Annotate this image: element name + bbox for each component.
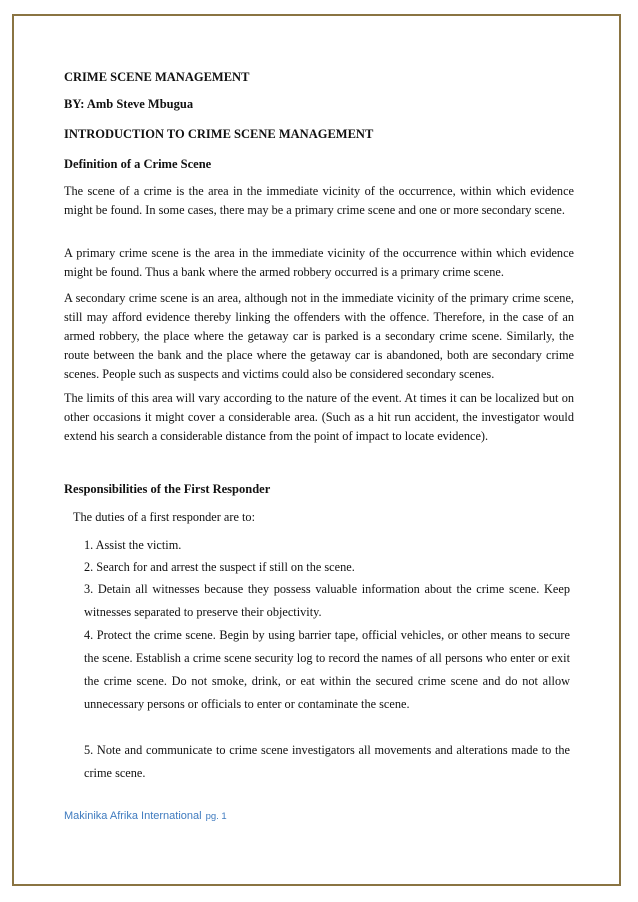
paragraph-4: The limits of this area will vary according to the nature of the event. At times it can be localized but on other occasions it might cover a considerable area. (Such as a hit run accident, the investigator would extend his search a considerable distance from the point of impact to locate evidence). xyxy=(64,391,574,443)
page-number: pg. 1 xyxy=(205,811,227,822)
list-item: 2. Search for and arrest the suspect if still on the scene. xyxy=(84,560,355,574)
subheading-responsibilities: Responsibilities of the First Responder xyxy=(64,482,271,496)
list-item: 5. Note and communicate to crime scene investigators all movements and alterations made to the crime scene. xyxy=(84,743,570,780)
paragraph-2: A primary crime scene is the area in the immediate vicinity of the occurrence within which evidence might be found. Thus a bank where the armed robbery occurred is a primary crime scene. xyxy=(64,246,574,279)
duties-intro: The duties of a first responder are to: xyxy=(73,510,255,524)
footer-text: Makinika Afrika International xyxy=(64,810,202,822)
list-item: 3. Detain all witnesses because they possess valuable information about the crime scene. Keep witnesses separated to preserve their objectivity. xyxy=(84,582,570,619)
page-footer xyxy=(64,810,227,822)
list-item: 4. Protect the crime scene. Begin by using barrier tape, official vehicles, or other means to secure the scene. Establish a crime scene security log to record the names of all persons who enter or exit the crime scene. Do not smoke, drink, or eat within the secured crime scene and do not allow unnecessary persons or officials to enter or contaminate the scene. xyxy=(84,628,570,711)
subheading-definition: Definition of a Crime Scene xyxy=(64,157,212,171)
paragraph-3: A secondary crime scene is an area, although not in the immediate vicinity of the primary crime scene, still may afford evidence thereby linking the offenders with the offence. Therefore, in the case of an armed robbery, the place where the getaway car is parked is a secondary crime scene. Similarly, the route between the bank and the place where the getaway car is abandoned, both are secondary crime scenes. People such as suspects and victims could also be considered secondary scenes. xyxy=(64,291,574,381)
paragraph-1: The scene of a crime is the area in the immediate vicinity of the occurrence, within which evidence might be found. In some cases, there may be a primary crime scene and one or more secondary scene. xyxy=(64,184,574,217)
section-heading: INTRODUCTION TO CRIME SCENE MANAGEMENT xyxy=(64,127,374,141)
list-item: 1. Assist the victim. xyxy=(84,538,182,552)
document-title: CRIME SCENE MANAGEMENT xyxy=(64,70,250,84)
document-author: BY: Amb Steve Mbugua xyxy=(64,97,194,111)
